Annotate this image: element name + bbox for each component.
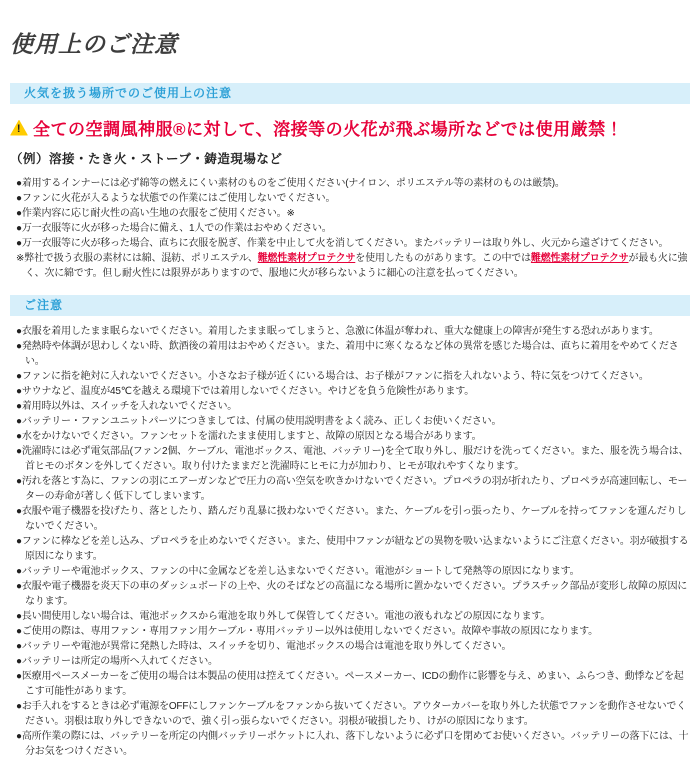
fire-precaution-list (10, 176, 690, 281)
caution-item: ●汚れを落とす為に、ファンの羽にエアーガンなどで圧力の高い空気を吹きかけないでください。プロペラの羽が折れたり、プロペラが高速回転し、モーターの寿命が著しく低下してしまいます。 (16, 476, 688, 502)
caution-item: ●ファンに棒などを差し込み、プロペラを止めないでください。また、使用中ファンが紐などの異物を吸い込まないようにご注意ください。羽が破損する原因になります。 (16, 536, 689, 562)
page-title: 使用上のご注意 (10, 31, 178, 57)
section-header-caution: ご注意 (10, 295, 690, 316)
caution-item: ●発熱時や体調が思わしくない時、飲酒後の着用はおやめください。また、着用中に寒くなるなど体の異常を感じた場合は、直ちに着用をやめてください。 (16, 341, 679, 367)
note-text: が最も火に強く、次に綿です。但し耐火性には限界がありますので、服地に火が移らないように細心の注意を払ってください。 (25, 253, 688, 279)
warning-triangle-icon: ! (10, 120, 28, 136)
caution-item: ●ファンに指を絶対に入れないでください。小さなお子様が近くにいる場合は、お子様がファンに指を入れないよう、特に気をつけてください。 (16, 371, 649, 382)
caution-item: ●バッテリーや電池が異常に発熱した時は、スイッチを切り、電池ボックスの場合は電池を取り外してください。 (16, 641, 512, 652)
caution-item: ●衣服や電子機器を炎天下の車のダッシュボードの上や、火のそばなどの高温になる場所に置かないでください。プラスチック部品が変形し故障の原因になります。 (16, 581, 688, 607)
section-header-fire: 火気を扱う場所でのご使用上の注意 (10, 83, 690, 104)
caution-item: ●衣服を着用したまま眠らないでください。着用したまま眠ってしまうと、急激に体温が奪われ、重大な健康上の障害が発生する恐れがあります。 (16, 326, 659, 337)
precaution-item: ●作業内容に応じ耐火性の高い生地の衣服をご使用ください。※ (16, 208, 295, 219)
caution-item: ●バッテリー・ファンユニットパーツにつきましては、付属の使用説明書をよく読み、正しくお使いください。 (16, 416, 502, 427)
material-note (10, 251, 690, 281)
precaution-item: ●万一衣服等に火が移った場合、直ちに衣服を脱ぎ、作業を中止して火を消してください。またバッテリーは取り外し、火元から遠ざけてください。 (16, 238, 669, 249)
caution-item: ●バッテリーや電池ボックス、ファンの中に金属などを差し込まないでください。電池がショートして発熱等の原因になります。 (16, 566, 580, 577)
caution-item: ●お手入れをするときは必ず電源をOFFにしファンケーブルをファンから抜いてください。アウターカバーを取り外した状態でファンを動作させないでください。羽根は取り外しできないので、強く引っ張らないでください。羽根が破損したり、けがの原因になります。 (16, 701, 687, 727)
caution-item: ●水をかけないでください。ファンセットを濡れたまま使用しますと、故障の原因となる場合があります。 (16, 431, 482, 442)
caution-item: ●高所作業の際には、バッテリーを所定の内側バッテリーポケットに入れ、落下しないように必ず口を閉めてお使いください。バッテリーの落下には、十分お気をつけください。 (16, 731, 689, 757)
protexa-material-link[interactable]: 難燃性素材プロテクサ (530, 253, 629, 264)
fire-warning-banner (10, 115, 700, 140)
protexa-material-link[interactable]: 難燃性素材プロテクサ (257, 253, 356, 264)
caution-item: ●洗濯時には必ず電気部品(ファン2個、ケーブル、電池ボックス、電池、バッテリー)を全て取り外し、服だけを洗ってください。また、服を洗う場合は、首ヒモのボタンを外してください。取り付けたままだと洗濯時にヒモに力が加わり、ヒモが取れやすくなります。 (16, 446, 689, 472)
caution-item: ●ご使用の際は、専用ファン・専用ファン用ケーブル・専用バッテリー以外は使用しないでください。故障や事故の原因になります。 (16, 626, 598, 637)
caution-item: ●サウナなど、温度が45℃を越える環境下では着用しないでください。やけどを負う危険性があります。 (16, 386, 474, 397)
precaution-item: ●ファンに火花が入るような状態での作業にはご使用しないでください。 (16, 193, 336, 204)
example-line: （例）溶接・たき火・ストーブ・鋳造現場など (10, 152, 283, 166)
fire-warning-text: 全ての空調風神服®に対して、溶接等の火花が飛ぶ場所などでは使用厳禁！ (33, 120, 624, 139)
precaution-item: ●着用するインナーには必ず綿等の燃えにくい素材のものをご使用ください(ナイロン、ポリエステル等の素材のものは厳禁)。 (16, 178, 565, 189)
caution-item: ●着用時以外は、スイッチを入れないでください。 (16, 401, 238, 412)
note-text: ※弊社で扱う衣服の素材には綿、混紡、ポリエステル、 (16, 253, 258, 264)
general-caution-list (10, 324, 690, 759)
note-text: を使用したものがあります。この中では (355, 253, 531, 264)
precaution-item: ●万一衣服等に火が移った場合に備え、1人での作業はおやめください。 (16, 223, 332, 234)
caution-item: ●バッテリーは所定の場所へ入れてください。 (16, 656, 218, 667)
usage-precautions-page (0, 26, 700, 757)
caution-item: ●医療用ペースメーカーをご使用の場合は本製品の使用は控えてください。ペースメーカー、ICDの動作に影響を与え、めまい、ふらつき、動悸などを起こす可能性があります。 (16, 671, 684, 697)
caution-item: ●長い間使用しない場合は、電池ボックスから電池を取り外して保管してください。電池の液もれなどの原因になります。 (16, 611, 551, 622)
caution-item: ●衣服や電子機器を投げたり、落としたり、踏んだり乱暴に扱わないでください。また、ケーブルを引っ張ったり、ケーブルを持ってファンを運んだりしないでください。 (16, 506, 687, 532)
